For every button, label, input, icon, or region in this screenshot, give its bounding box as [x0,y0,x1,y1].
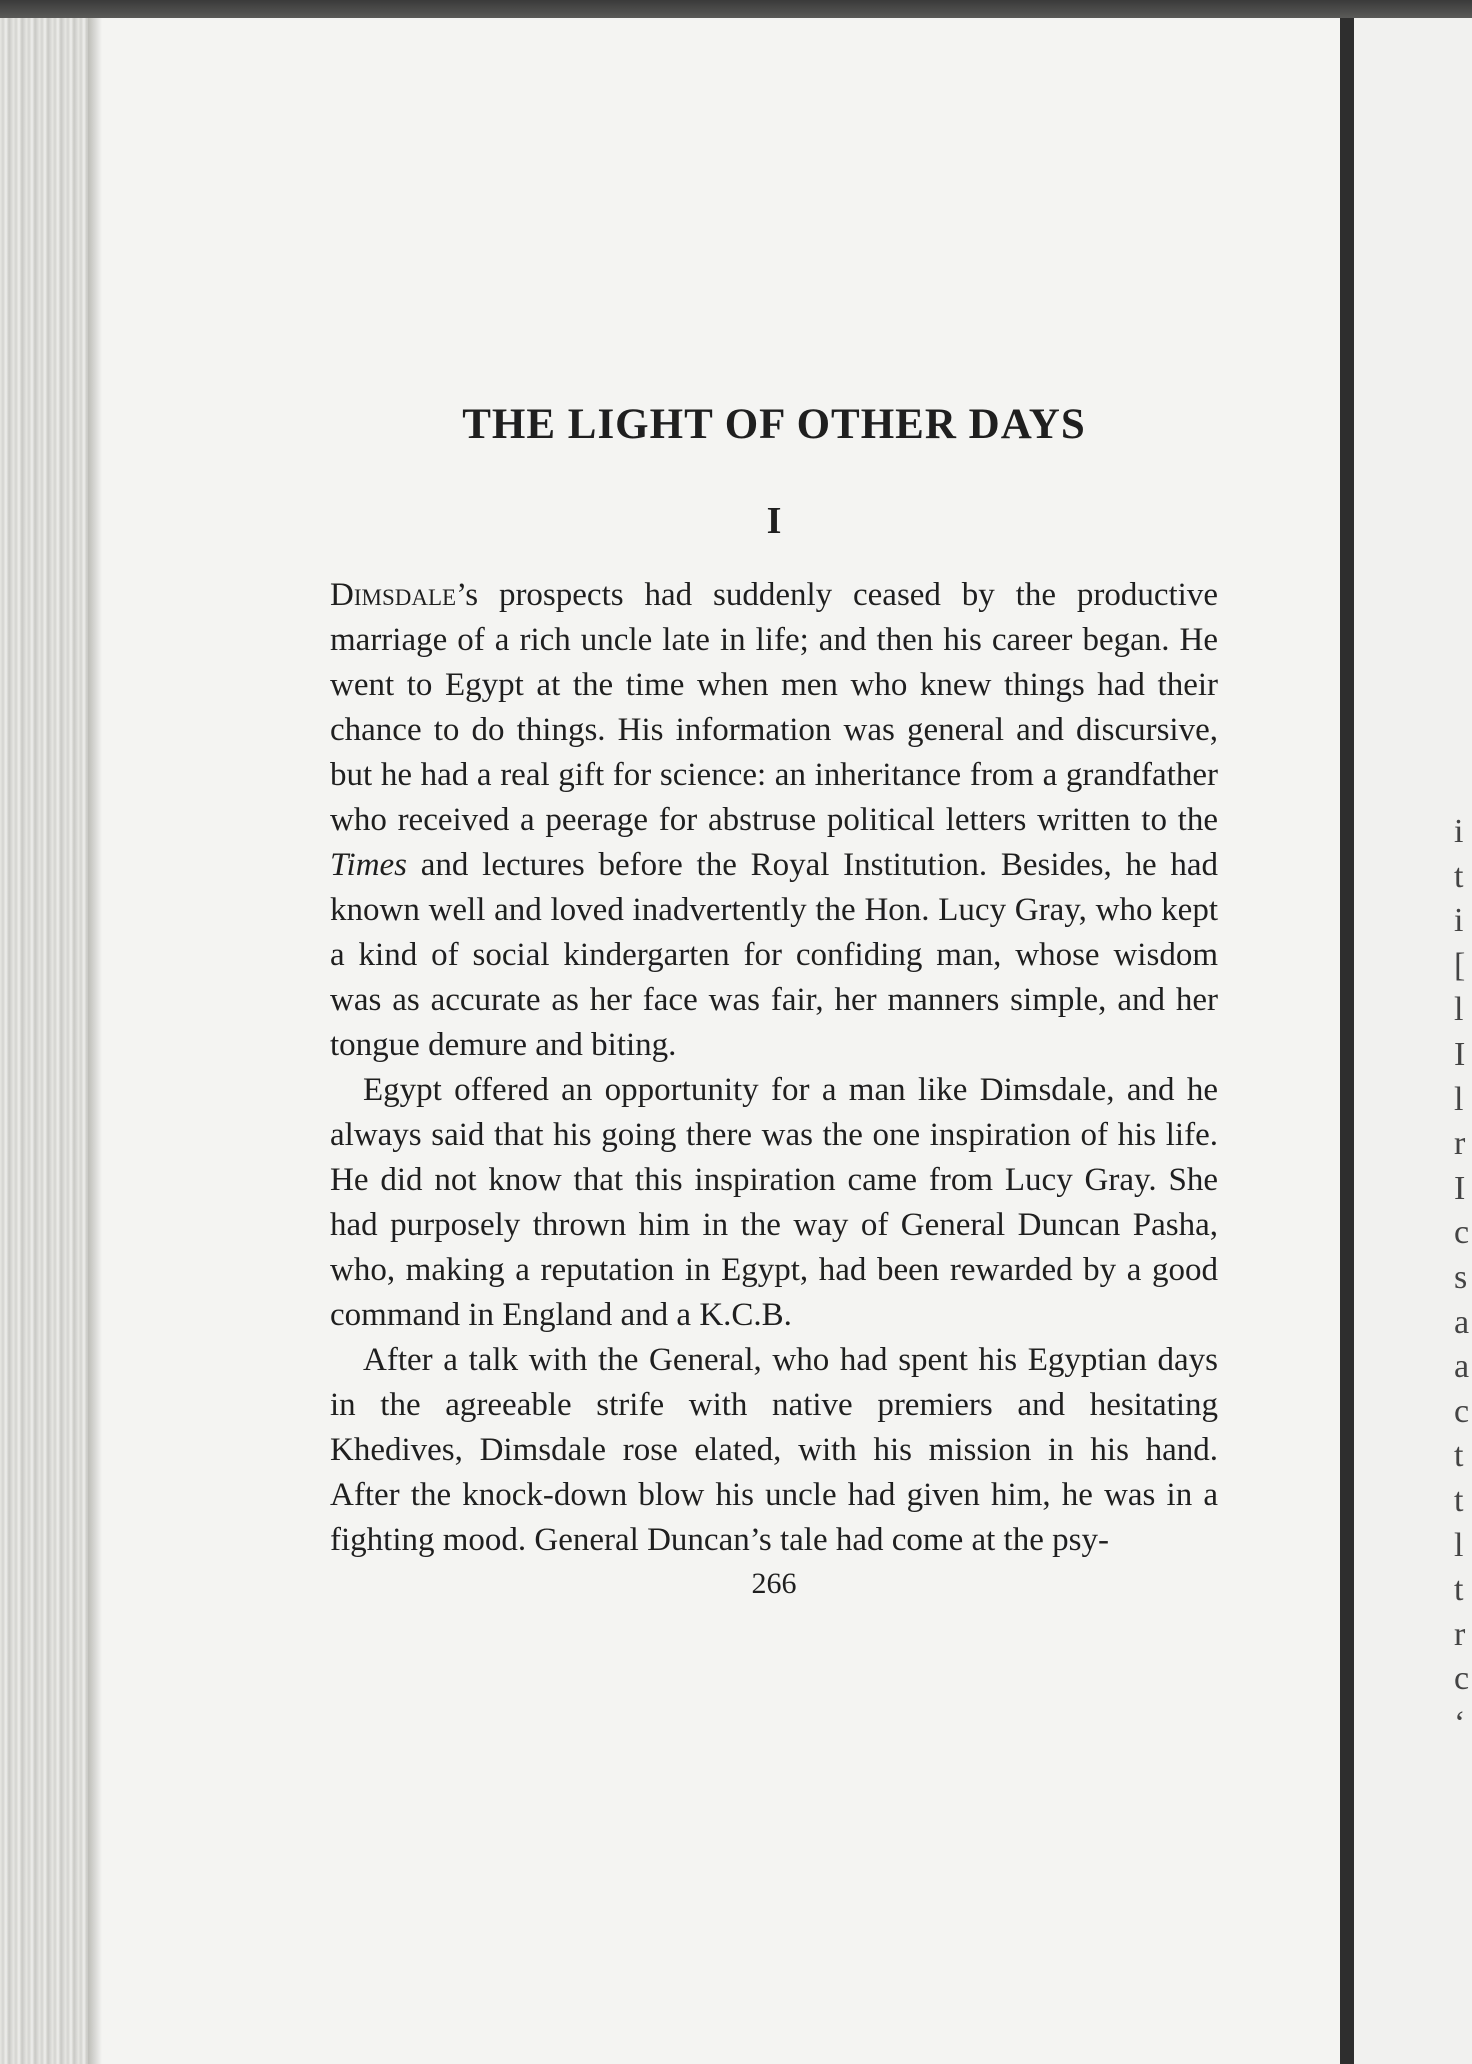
chapter-number: I [766,500,782,542]
spine-shadow [88,18,102,2064]
book-spine-edge [0,18,100,2064]
paragraph-1-text-cont: and lectures before the Royal Institution. Besides, he had known well and loved inadvertently the Hon. Lucy Gray, who kept a kind of social kindergarten for confiding man, whose wisdom was as accurate as her face was fair, her manners simple, and her tongue demure and biting. [330,847,1218,1063]
facing-page-text-fragments: i t i [ l I l r I c s a a c t t l t r c ‘ [1454,813,1470,1742]
book-top-edge [0,0,1472,18]
page-title: THE LIGHT OF OTHER DAYS [462,401,1086,448]
page-gutter [1340,18,1354,2064]
italic-title: Times [330,847,408,883]
paragraph-3: After a talk with the General, who had spent his Egyptian days in the agreeable strife with native premiers and hesitating Khedives, Dimsdale rose elated, with his mission in his hand. After the knock-down blow his uncle had given him, he was in a fighting mood. General Duncan’s tale had come at the psy- [330,1342,1218,1558]
opening-word: Dimsdale [330,577,457,613]
paragraph-1 [330,573,1218,1068]
paragraph-2: Egypt offered an opportunity for a man like Dimsdale, and he always said that his going there was the one inspiration of his life. He did not know that this inspiration came from Lucy Gray. She had purposely thrown him in the way of General Duncan Pasha, who, making a reputation in Egypt, had been rewarded by a good command in England and a K.C.B. [330,1072,1218,1333]
page-number: 266 [751,1567,797,1600]
book-page [330,400,1218,1601]
paragraph-1-text: ’s prospects had suddenly ceased by the productive marriage of a rich uncle late in life; and then his career began. He went to Egypt at the time when men who knew things had their chance to do things. His information was general and discursive, but he had a real gift for science: an inheritance from a grandfather who received a peerage for abstruse political letters written to the [330,577,1218,838]
